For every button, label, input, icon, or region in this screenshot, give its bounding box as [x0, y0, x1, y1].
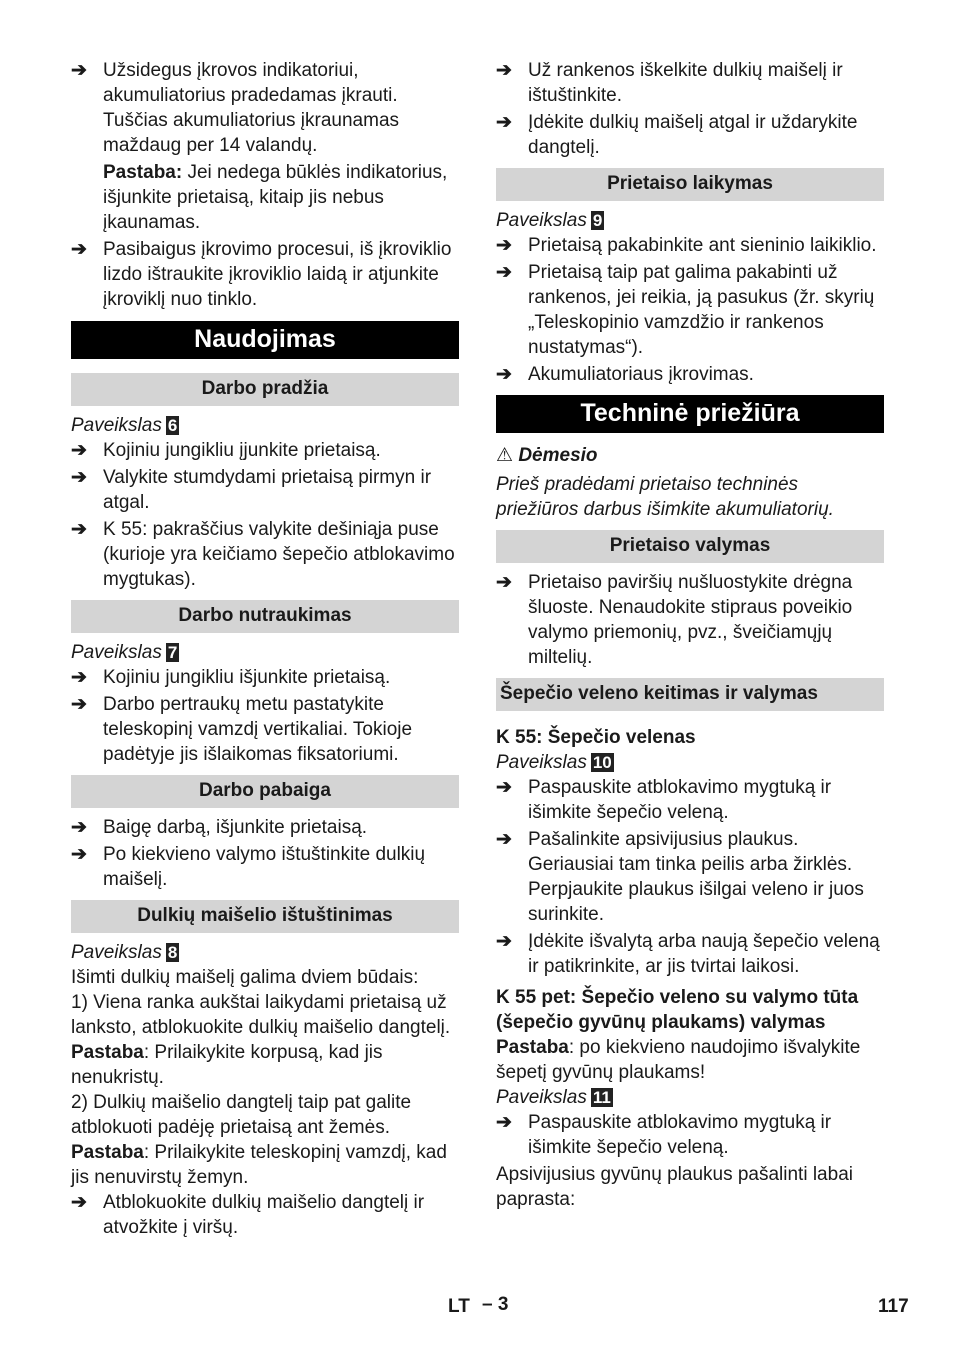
- arrow-icon: ➔: [71, 667, 87, 688]
- list-item: ➔ Prietaisą pakabinkite ant sieninio laikiklio.: [496, 235, 877, 256]
- arrow-icon: ➔: [71, 467, 87, 488]
- paragraph: Apsivijusius gyvūnų plaukus pašalinti labai paprasta:: [496, 1164, 853, 1210]
- list-item: ➔ Paspauskite atblokavimo mygtuką ir išimkite šepečio veleną.: [496, 1112, 832, 1158]
- list-item: ➔ Atblokuokite dulkių maišelio dangtelį ir atvožkite į viršų.: [71, 1192, 425, 1238]
- warning-icon: ⚠: [496, 445, 514, 466]
- figure-ref: Paveikslas 11: [496, 1087, 611, 1108]
- subsection-heading: Darbo pabaiga: [71, 775, 459, 808]
- arrow-icon: ➔: [496, 829, 512, 850]
- arrow-icon: ➔: [496, 572, 512, 593]
- arrow-icon: ➔: [496, 364, 512, 385]
- subheading: K 55: Šepečio velenas: [496, 727, 696, 748]
- arrow-icon: ➔: [496, 777, 512, 798]
- right-column: [496, 58, 884, 1212]
- page-number: 117: [878, 1296, 909, 1317]
- warning-label: ⚠ Dėmesio: [496, 445, 598, 466]
- list-item: ➔ Prietaiso paviršių nušluostykite drėgna šluoste. Nenaudokite stipraus poveikio valymo priemonių, pvz., šveičiamųjų miltelių.: [496, 572, 853, 668]
- figure-number: 9: [592, 211, 603, 231]
- paragraph: Pastaba: Prilaikykite teleskopinį vamzdį, kad jis nenuvirstų žemyn.: [71, 1142, 447, 1188]
- arrow-icon: ➔: [496, 60, 512, 81]
- list-item: ➔ Įdėkite išvalytą arba naują šepečio veleną ir patikrinkite, ar jis tvirtai laikosi.: [496, 931, 880, 977]
- list-item: ➔ Valykite stumdydami prietaisą pirmyn ir atgal.: [71, 467, 432, 513]
- arrow-icon: ➔: [71, 817, 87, 838]
- subheading: K 55 pet: Šepečio veleno su valymo tūta (šepečio gyvūnų plaukams) valymas: [496, 987, 859, 1033]
- list-item: ➔ Po kiekvieno valymo ištuštinkite dulkių maišelį.: [71, 844, 426, 890]
- figure-number: 8: [167, 943, 178, 963]
- figure-ref: Paveikslas 10: [496, 752, 612, 773]
- list-item: ➔ Už rankenos iškelkite dulkių maišelį ir ištuštinkite.: [496, 60, 843, 106]
- subsection-heading: Darbo nutraukimas: [71, 600, 459, 633]
- arrow-icon: ➔: [71, 239, 87, 260]
- subsection-heading: Prietaiso valymas: [496, 530, 884, 563]
- footer-lang: LT: [448, 1296, 470, 1317]
- note: Pastaba: Jei nedega būklės indikatorius, išjunkite prietaisą, kitaip jis nebus įkaunamas.: [103, 162, 448, 233]
- figure-ref: Paveikslas 9: [496, 210, 603, 231]
- arrow-icon: ➔: [496, 1112, 512, 1133]
- footer-section: – 3: [482, 1294, 509, 1315]
- list-item: ➔ Baigę darbą, išjunkite prietaisą.: [71, 817, 368, 838]
- list-item: ➔ Užsidegus įkrovos indikatoriui, akumuliatorius pradedamas įkrauti. Tuščias akumuliatorius įkraunamas maždaug per 14 valandų.: [71, 60, 400, 156]
- list-item: ➔ Pašalinkite apsivijusius plaukus. Geriausiai tam tinka peilis arba žirklės. Perpjaukite plaukus išilgai veleno ir juos surinkite.: [496, 829, 864, 925]
- figure-ref: Paveikslas 8: [71, 942, 178, 963]
- arrow-icon: ➔: [496, 235, 512, 256]
- list-item: ➔ K 55: pakraščius valykite dešiniąja puse (kurioje yra keičiamo šepečio atblokavimo mygtukas).: [71, 519, 455, 590]
- list-item: ➔ Pasibaigus įkrovimo procesui, iš įkroviklio lizdo ištraukite įkroviklio laidą ir atjunkite įkroviklį nuo tinklo.: [71, 239, 452, 310]
- subsection-heading: Dulkių maišelio ištuštinimas: [71, 900, 459, 933]
- list-item: ➔ Akumuliatoriaus įkrovimas.: [496, 364, 754, 385]
- list-item: ➔ Paspauskite atblokavimo mygtuką ir išimkite šepečio veleną.: [496, 777, 832, 823]
- subsection-heading: Prietaiso laikymas: [496, 168, 884, 201]
- figure-ref: Paveikslas 6: [71, 415, 178, 436]
- figure-ref: Paveikslas 7: [71, 642, 178, 663]
- figure-number: 10: [592, 753, 612, 773]
- paragraph: 1) Viena ranka aukštai laikydami prietaisą už lanksto, atblokuokite dulkių maišelio dangtelį. Pastaba: Prilaikykite korpusą, kad jis nenukristų.: [71, 992, 451, 1088]
- arrow-icon: ➔: [71, 694, 87, 715]
- left-column: [71, 58, 459, 1242]
- figure-number: 7: [167, 643, 178, 663]
- paragraph: 2) Dulkių maišelio dangtelį taip pat galite atblokuoti padėję prietaisą ant žemės.: [71, 1092, 412, 1138]
- arrow-icon: ➔: [496, 112, 512, 133]
- subsection-heading: Šepečio veleno keitimas ir valymas: [496, 678, 884, 711]
- list-item: ➔ Darbo pertraukų metu pastatykite teleskopinį vamzdį vertikaliai. Tokioje padėtyje jis išlaikomas fiksatoriumi.: [71, 694, 413, 765]
- subsection-heading: Darbo pradžia: [71, 373, 459, 406]
- section-heading: Techninė priežiūra: [496, 395, 884, 433]
- arrow-icon: ➔: [71, 844, 87, 865]
- figure-number: 6: [167, 416, 178, 436]
- section-heading: Naudojimas: [71, 321, 459, 359]
- arrow-icon: ➔: [71, 440, 87, 461]
- arrow-icon: ➔: [496, 262, 512, 283]
- list-item: ➔ Įdėkite dulkių maišelį atgal ir uždarykite dangtelį.: [496, 112, 858, 158]
- note: Pastaba: po kiekvieno naudojimo išvalykite šepetį gyvūnų plaukams!: [496, 1037, 861, 1083]
- warning-text: Prieš pradėdami prietaiso techninės priežiūros darbus išimkite akumuliatorių.: [496, 474, 834, 520]
- list-item: ➔ Kojiniu jungikliu įjunkite prietaisą.: [71, 440, 381, 461]
- arrow-icon: ➔: [496, 931, 512, 952]
- figure-number: 11: [592, 1088, 611, 1108]
- paragraph: Išimti dulkių maišelį galima dviem būdais:: [71, 967, 419, 988]
- list-item: ➔ Kojiniu jungikliu išjunkite prietaisą.: [71, 667, 391, 688]
- arrow-icon: ➔: [71, 1192, 87, 1213]
- arrow-icon: ➔: [71, 519, 87, 540]
- arrow-icon: ➔: [71, 60, 87, 81]
- list-item: ➔ Prietaisą taip pat galima pakabinti už rankenos, jei reikia, ją pasukus (žr. skyrių „Teleskopinio vamzdžio ir rankenos nustatymas“).: [496, 262, 875, 358]
